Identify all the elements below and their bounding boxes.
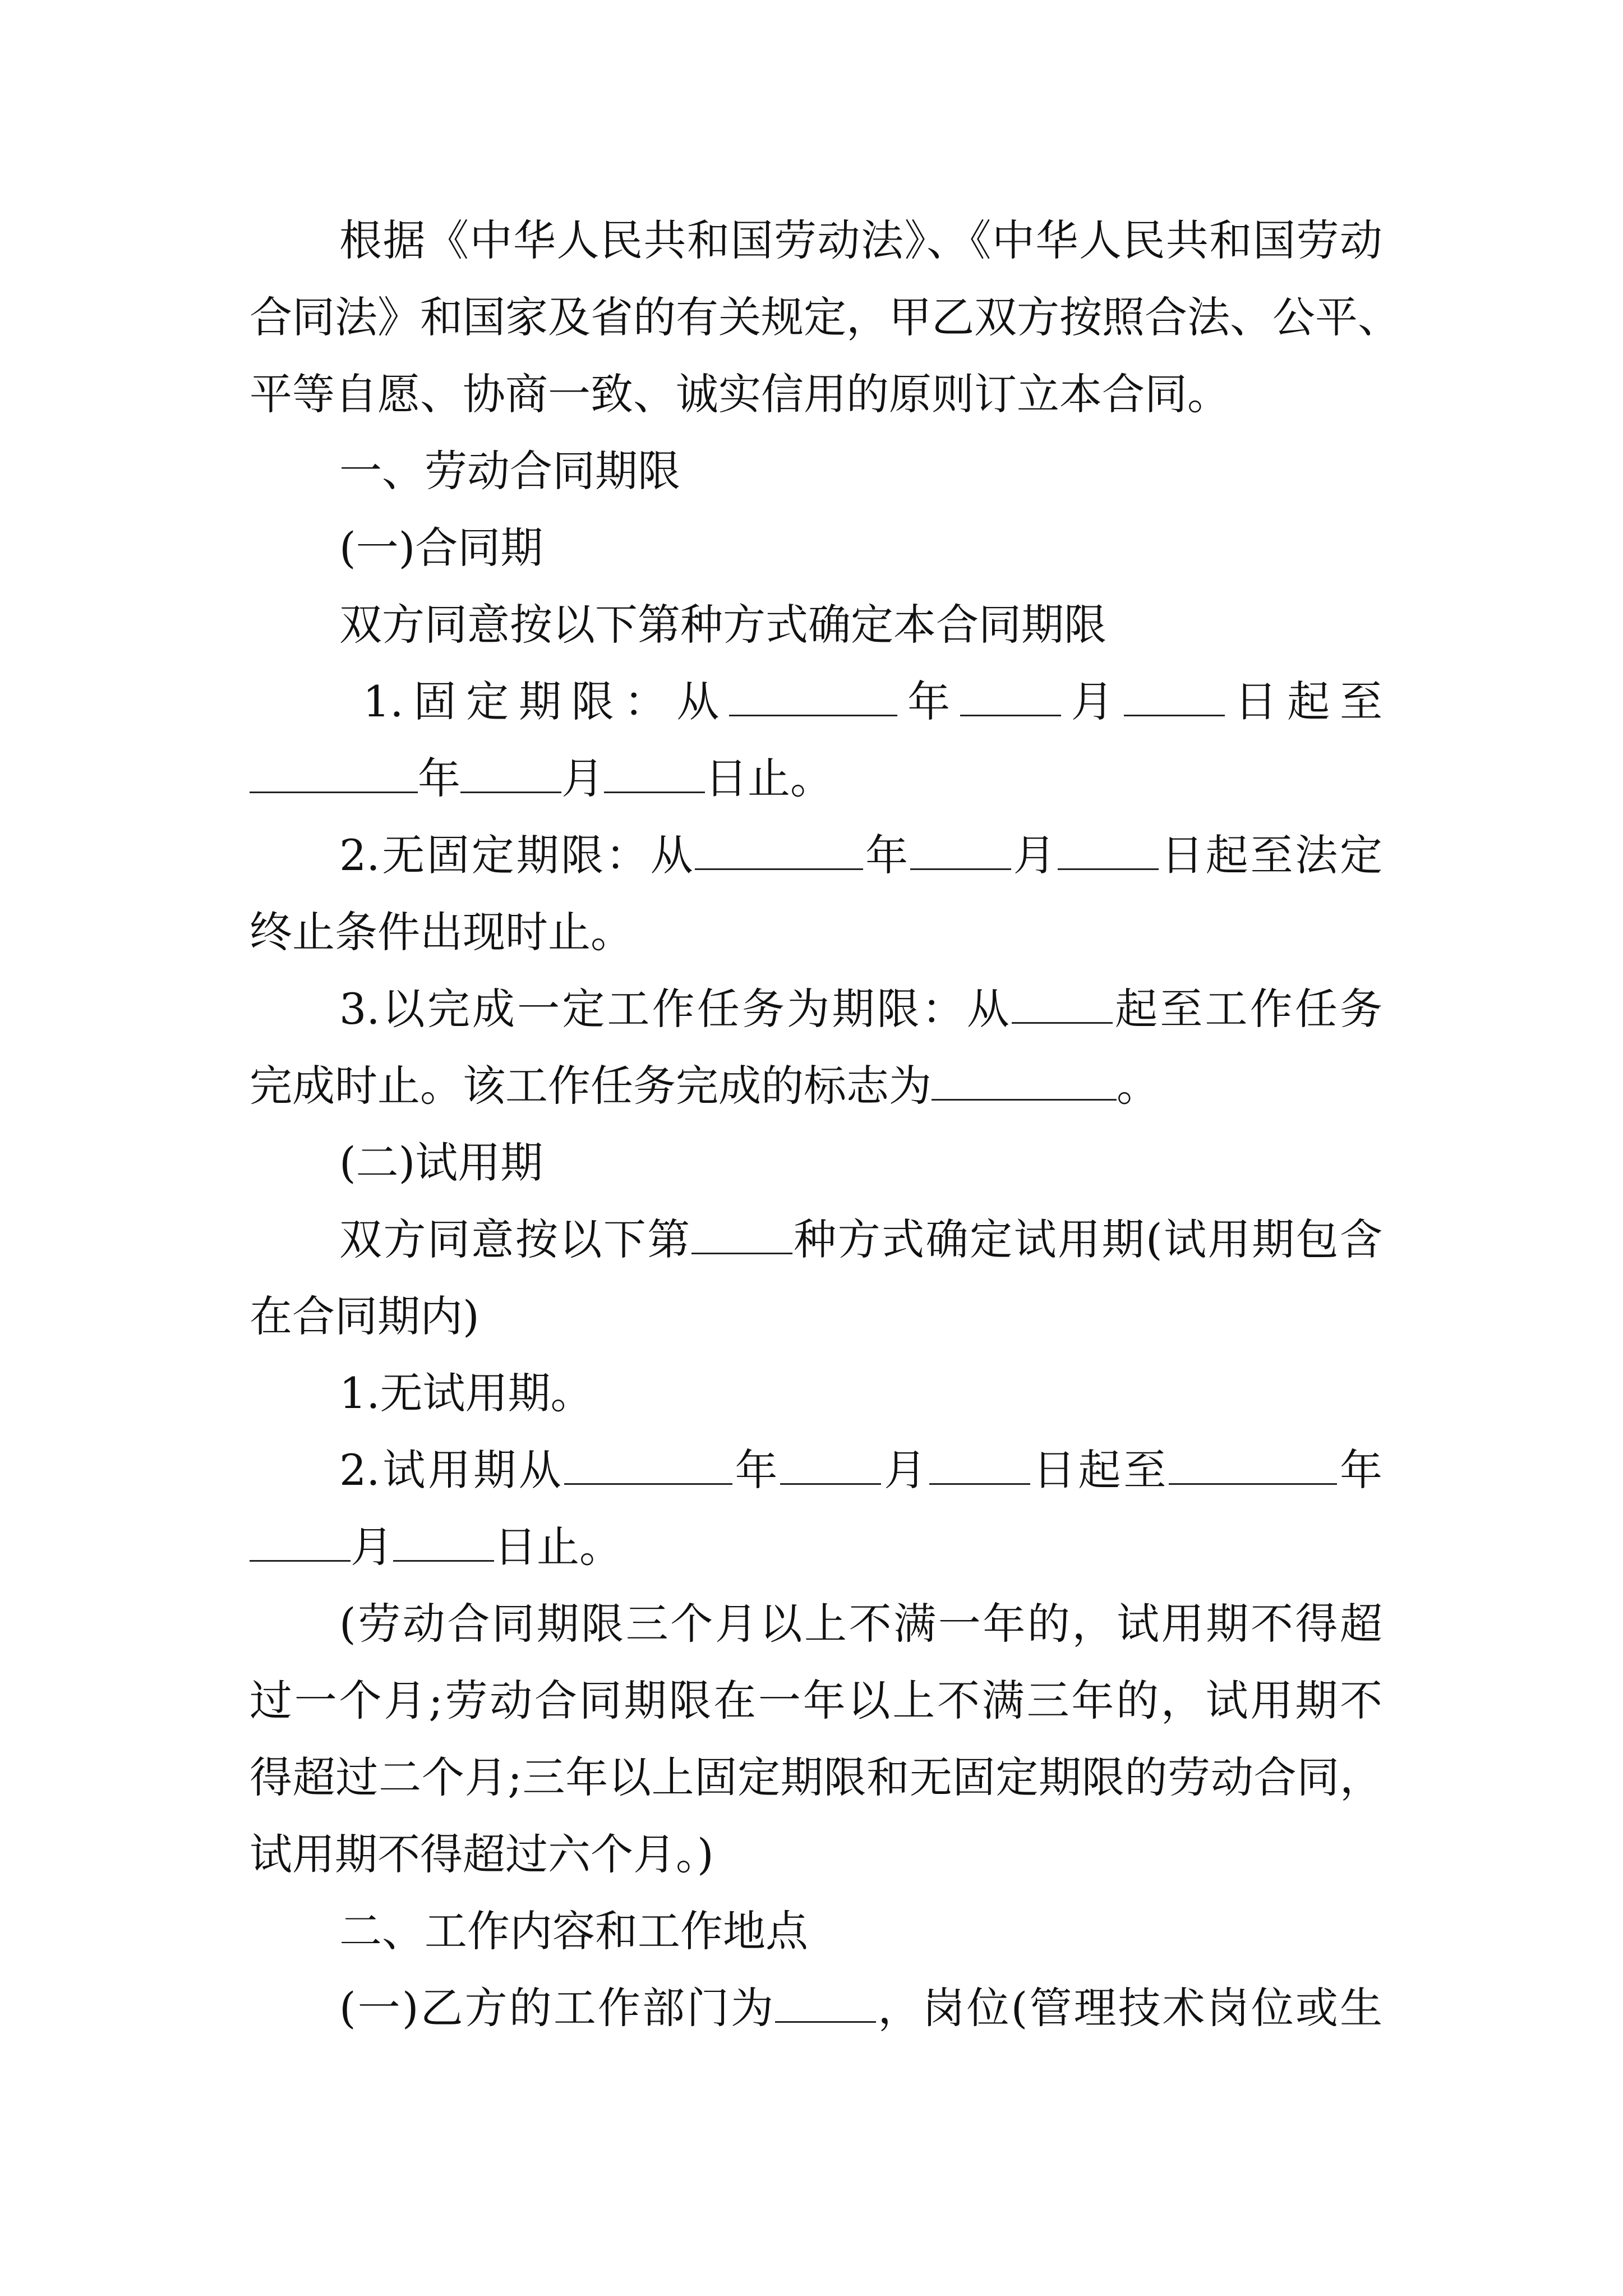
end-label: 日止。 [705,753,833,803]
blank-field [780,1446,881,1485]
blank-field [1058,831,1159,870]
year-label: 年 [732,1445,781,1495]
blank-field [729,678,897,716]
note-line: 试用期不得超过六个月。) [250,1829,714,1879]
year-label: 年 [418,753,460,803]
section-heading: 一、劳动合同期限 [339,446,680,496]
end-label: 日止。 [494,1522,622,1572]
month-label: 月 [351,1522,393,1572]
subsection-heading: (二)试用期 [339,1138,543,1188]
note-line: (劳动合同期限三个月以上不满一年的，试用期不得超 [339,1599,1382,1649]
paragraph-line: 根据《中华人民共和国劳动法》、《中华人民共和国劳动 [339,215,1382,265]
note-line: 得超过二个月;三年以上固定期限和无固定期限的劳动合同， [250,1752,1382,1802]
probation-option-1: 1.无试用期。 [339,1368,593,1418]
probation-intro-line [250,1201,1382,1278]
contract-body [250,202,1400,2046]
department-label: (一)乙方的工作部门为 [339,1983,776,2033]
paragraph-line: 在合同期内) [250,1291,479,1341]
section-heading: 二、工作内容和工作地点 [339,1906,808,1956]
paragraph-line: 终止条件出现时止。 [250,907,633,957]
month-label: 月 [1011,830,1058,880]
position-label: ，岗位(管理技术岗位或生 [876,1983,1382,2033]
paragraph-line: 双方同意按以下第种方式确定本合同期限 [339,600,1106,650]
task-term-label: 3.以完成一定工作任务为期限：从 [339,984,1012,1034]
fixed-term-line-2 [250,740,1382,817]
period-mark: 。 [1117,1061,1159,1111]
open-term-line [250,817,1382,894]
task-complete-label: 完成时止。该工作任务完成的标志为 [250,1061,932,1111]
task-term-line [250,970,1382,1047]
blank-field [910,831,1011,870]
blank-field [960,678,1061,716]
fixed-term-label: 1.固定期限：从 [339,677,730,726]
probation-intro-tail: 种方式确定试用期(试用期包含 [792,1214,1382,1264]
blank-field [691,1216,792,1254]
blank-field [604,754,705,793]
task-term-line-2 [250,1047,1382,1124]
month-label: 月 [881,1445,929,1495]
note-line: 过一个月;劳动合同期限在一年以上不满三年的，试用期不 [250,1676,1382,1726]
probation-option-2-line-2 [250,1508,1382,1585]
from-to-label: 日起至 [1224,677,1383,726]
from-to-label: 日起至 [1030,1445,1169,1495]
subsection-heading: (一)合同期 [339,523,543,573]
blank-field [932,1062,1117,1101]
paragraph-line: 合同法》和国家及省的有关规定，甲乙双方按照合法、公平、 [250,292,1400,342]
probation-option-2 [250,1432,1382,1508]
blank-field [393,1523,494,1562]
blank-field [460,754,561,793]
month-label: 月 [1061,677,1124,726]
probation-option-label: 2.试用期从 [339,1445,564,1495]
blank-field [1169,1446,1337,1485]
blank-field [775,1984,876,2023]
year-label: 年 [897,677,960,726]
paragraph-line: 平等自愿、协商一致、诚实信用的原则订立本合同。 [250,369,1230,419]
year-label: 年 [1337,1445,1383,1495]
blank-field [1124,678,1225,716]
blank-field [250,1523,351,1562]
open-term-tail: 日起至法定 [1159,830,1382,880]
open-term-label: 2.无固定期限：从 [339,830,695,880]
month-label: 月 [561,753,604,803]
fixed-term-line [250,663,1382,740]
year-label: 年 [863,830,910,880]
blank-field [695,831,863,870]
blank-field [250,754,418,793]
probation-intro-label: 双方同意按以下第 [339,1214,691,1264]
department-line [250,1970,1382,2046]
blank-field [1012,985,1113,1024]
blank-field [564,1446,732,1485]
blank-field [929,1446,1030,1485]
task-term-tail: 起至工作任务 [1113,984,1382,1034]
